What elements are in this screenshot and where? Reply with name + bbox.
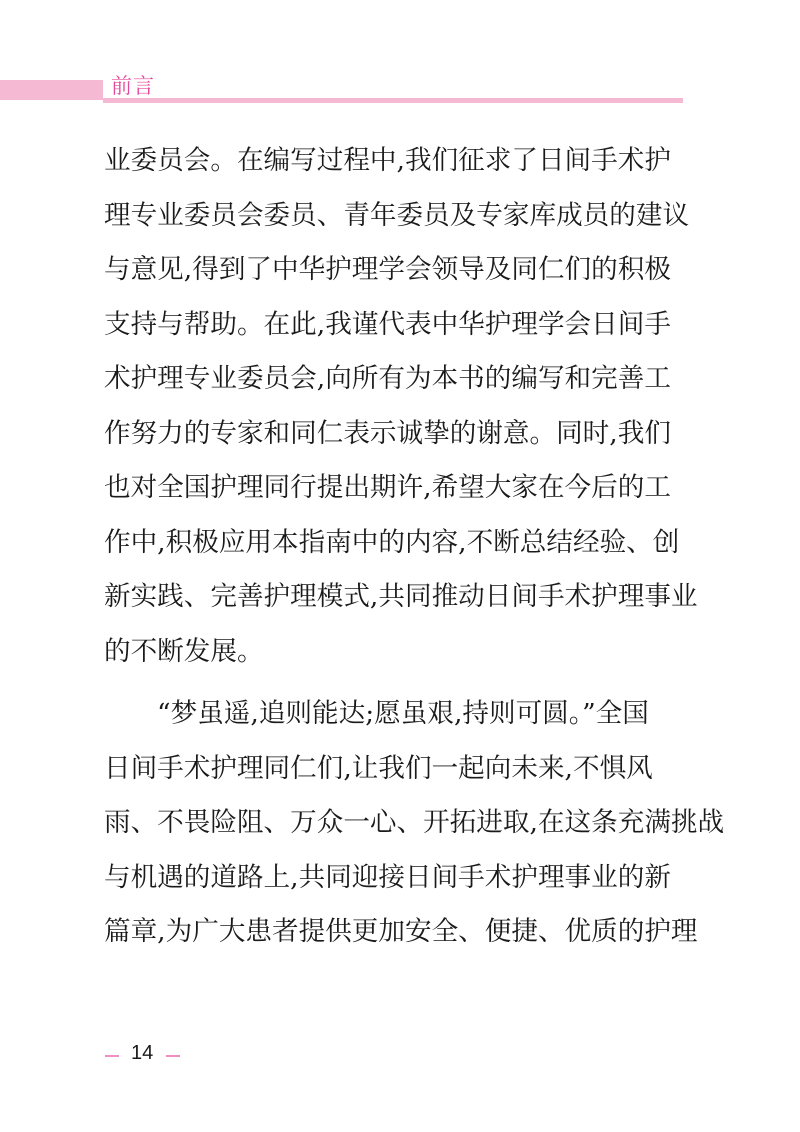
body-text — [104, 134, 725, 960]
header-rule — [103, 98, 683, 103]
text-line: 与机遇的道路上,共同迎接日间手术护理事业的新 — [104, 861, 671, 893]
text-line: 篇章,为广大患者提供更加安全、便捷、优质的护理 — [104, 916, 698, 947]
text-line: 雨、不畏险阻、万众一心、开拓进取,在这条充满挑战 — [104, 807, 725, 838]
text-line: 作努力的专家和同仁表示诚挚的谢意。同时,我们 — [104, 417, 671, 449]
footer-dash-right — [166, 1055, 180, 1057]
text-line: 业委员会。在编写过程中,我们征求了日间手术护 — [104, 145, 671, 176]
page-number: 14 — [131, 1042, 154, 1064]
text-line: 新实践、完善护理模式,共同推动日间手术护理事业 — [104, 581, 698, 612]
text-line: 日间手术护理同仁们,让我们一起向未来,不惧风 — [104, 752, 653, 784]
text-line-indented: “梦虽遥,追则能达;愿虽艰,持则可圆。”全国 — [157, 698, 649, 729]
text-line: 术护理专业委员会,向所有为本书的编写和完善工 — [104, 363, 671, 394]
text-line: 理专业委员会委员、青年委员及专家库成员的建议 — [104, 199, 690, 231]
text-line: 支持与帮助。在此,我谨代表中华护理学会日间手 — [104, 308, 671, 340]
header-accent-bar — [0, 80, 103, 100]
text-line: 也对全国护理同行提出期许,希望大家在今后的工 — [104, 472, 671, 503]
text-line: 作中,积极应用本指南中的内容,不断总结经验、创 — [104, 526, 680, 558]
text-line: 的不断发展。 — [104, 635, 264, 667]
text-line: 与意见,得到了中华护理学会领导及同仁们的积极 — [104, 254, 671, 285]
footer-dash-left — [105, 1055, 119, 1057]
section-title: 前言 — [111, 74, 155, 98]
